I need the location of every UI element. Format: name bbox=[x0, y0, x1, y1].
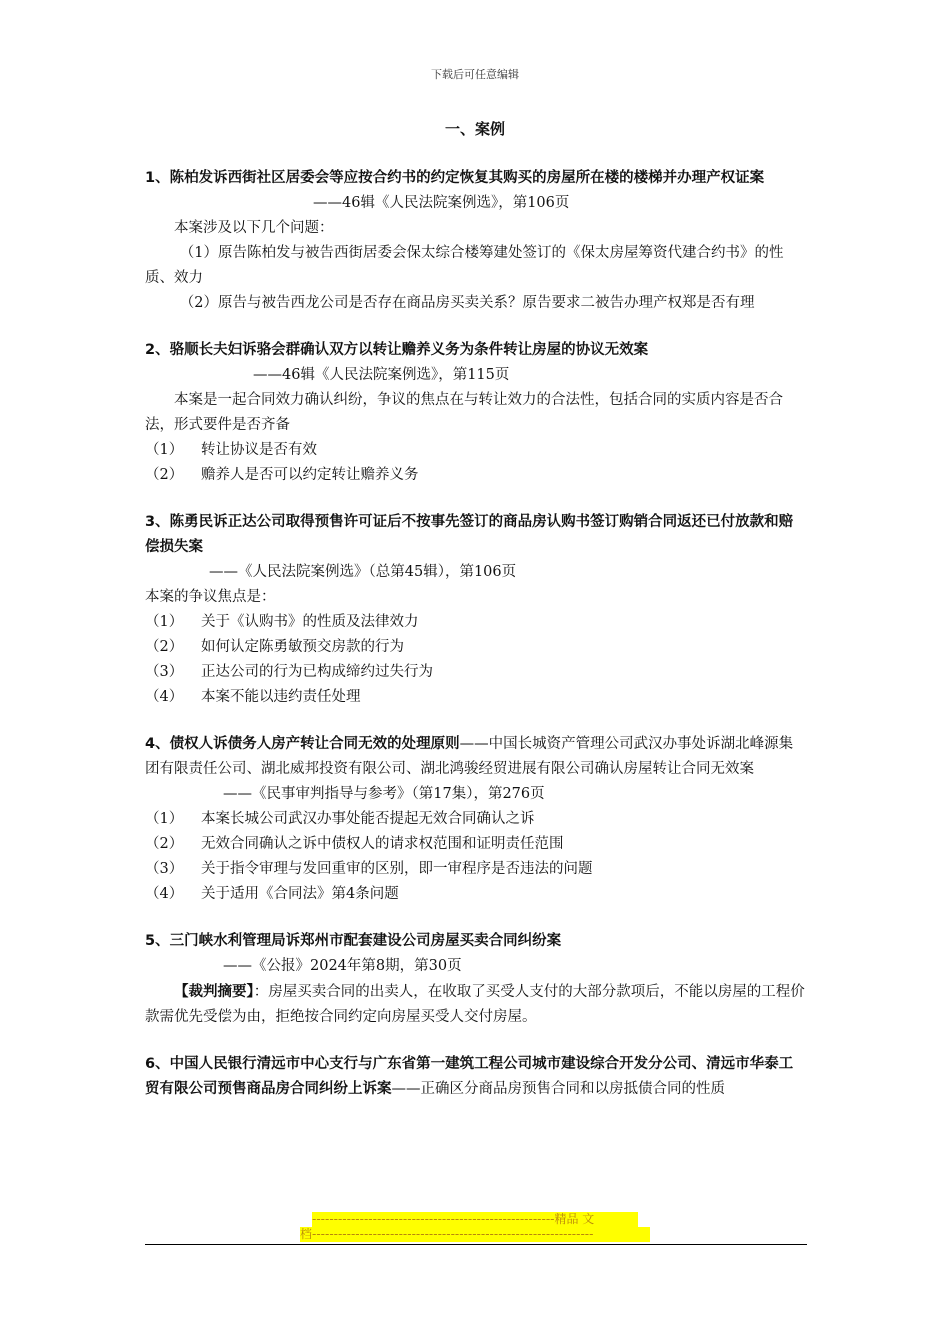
footer-line-2: 档----------------------------------------------------------------- bbox=[300, 1227, 650, 1242]
case-1 bbox=[145, 166, 807, 316]
case-2 bbox=[145, 338, 807, 488]
case-intro: 本案是一起合同效力确认纠纷，争议的焦点在与转让效力的合法性，包括合同的实质内容是否合法，形式要件是否齐备 bbox=[145, 392, 783, 433]
item-text: 如何认定陈勇敏预交房款的行为 bbox=[201, 639, 404, 655]
section-title: 一、案例 bbox=[444, 120, 505, 138]
item-number: （1） bbox=[145, 442, 184, 458]
item-text: 本案长城公司武汉办事处能否提起无效合同确认之诉 bbox=[201, 811, 535, 827]
item-text: 无效合同确认之诉中债权人的请求权范围和证明责任范围 bbox=[201, 836, 564, 852]
case-title-bold: 6、中国人民银行清远市中心支行与广东省第一建筑工程公司城市建设综合开发分公司、清远市华泰工贸有限公司预售商品房合同纠纷上诉案 bbox=[145, 1056, 794, 1097]
list-item bbox=[145, 635, 807, 660]
footer-line-1: --------------------------------------------------------精品 文 bbox=[312, 1212, 638, 1227]
item-text: 关于适用《合同法》第4条问题 bbox=[201, 886, 399, 902]
case-3 bbox=[145, 510, 807, 710]
list-item bbox=[145, 832, 807, 857]
list-item bbox=[145, 660, 807, 685]
case-title-rest: ——正确区分商品房预售合同和以房抵债合同的性质 bbox=[391, 1081, 725, 1097]
footer-divider bbox=[145, 1244, 807, 1245]
item-number: （1） bbox=[145, 614, 184, 630]
list-item bbox=[145, 685, 807, 710]
case-source: ——《民事审判指导与参考》（第17集），第276页 bbox=[223, 786, 545, 802]
case-point: （2）原告与被告西龙公司是否存在商品房买卖关系？原告要求二被告办理产权郑是否有理 bbox=[179, 295, 755, 311]
item-text: 本案不能以违约责任处理 bbox=[201, 689, 361, 705]
summary-label: 【裁判摘要】 bbox=[174, 983, 254, 1000]
case-intro: 本案涉及以下几个问题： bbox=[174, 220, 334, 236]
footer-watermark bbox=[300, 1212, 650, 1242]
case-source: ——《人民法院案例选》（总第45辑），第106页 bbox=[209, 564, 517, 580]
item-text: 关于指令审理与发回重审的区别，即一审程序是否违法的问题 bbox=[201, 861, 593, 877]
item-text: 赡养人是否可以约定转让赡养义务 bbox=[201, 467, 419, 483]
item-number: （2） bbox=[145, 836, 184, 852]
list-item bbox=[145, 610, 807, 635]
item-number: （2） bbox=[145, 467, 184, 483]
item-number: （2） bbox=[145, 639, 184, 655]
document-body bbox=[145, 166, 807, 1124]
case-6 bbox=[145, 1052, 807, 1102]
list-item bbox=[145, 438, 807, 463]
item-number: （4） bbox=[145, 886, 184, 902]
list-item bbox=[145, 882, 807, 907]
case-point: （1）原告陈柏发与被告西街居委会保太综合楼筹建处签订的《保太房屋筹资代建合约书》的性质、效力 bbox=[145, 245, 784, 286]
item-text: 关于《认购书》的性质及法律效力 bbox=[201, 614, 419, 630]
case-title: 5、三门峡水利管理局诉郑州市配套建设公司房屋买卖合同纠纷案 bbox=[145, 933, 562, 949]
item-number: （3） bbox=[145, 861, 184, 877]
item-text: 转让协议是否有效 bbox=[201, 442, 317, 458]
case-source: ——46辑《人民法院案例选》，第115页 bbox=[253, 367, 510, 383]
header-note: 下载后可任意编辑 bbox=[431, 68, 519, 81]
case-summary bbox=[145, 979, 807, 1030]
case-5 bbox=[145, 929, 807, 1030]
case-title: 2、骆顺长夫妇诉骆会群确认双方以转让赡养义务为条件转让房屋的协议无效案 bbox=[145, 342, 649, 358]
case-title-rest: ——中国长城资产管理公司武汉办事处诉湖北峰源集团有限责任公司、湖北威邦投资有限公司、湖北鸿骏经贸进展有限公司确认房屋转让合同无效案 bbox=[145, 736, 794, 777]
case-source: ——46辑《人民法院案例选》，第106页 bbox=[313, 195, 570, 211]
item-number: （4） bbox=[145, 689, 184, 705]
list-item bbox=[145, 857, 807, 882]
case-title bbox=[145, 1052, 807, 1102]
list-item bbox=[145, 463, 807, 488]
list-item bbox=[145, 807, 807, 832]
item-number: （1） bbox=[145, 811, 184, 827]
summary-text: ：房屋买卖合同的出卖人，在收取了买受人支付的大部分款项后，不能以房屋的工程价款需优先受偿为由，拒绝按合同约定向房屋买受人交付房屋。 bbox=[145, 984, 805, 1025]
case-title bbox=[145, 732, 807, 782]
case-title: 3、陈勇民诉正达公司取得预售许可证后不按事先签订的商品房认购书签订购销合同返还已付放款和赔偿损失案 bbox=[145, 514, 794, 555]
item-number: （3） bbox=[145, 664, 184, 680]
item-text: 正达公司的行为已构成缔约过失行为 bbox=[201, 664, 433, 680]
case-4 bbox=[145, 732, 807, 907]
case-source: ——《公报》2024年第8期，第30页 bbox=[223, 958, 462, 974]
case-title: 1、陈柏发诉西街社区居委会等应按合约书的约定恢复其购买的房屋所在楼的楼梯并办理产权证案 bbox=[145, 170, 765, 186]
case-intro: 本案的争议焦点是： bbox=[145, 589, 276, 605]
case-title-bold: 4、债权人诉债务人房产转让合同无效的处理原则 bbox=[145, 736, 460, 752]
